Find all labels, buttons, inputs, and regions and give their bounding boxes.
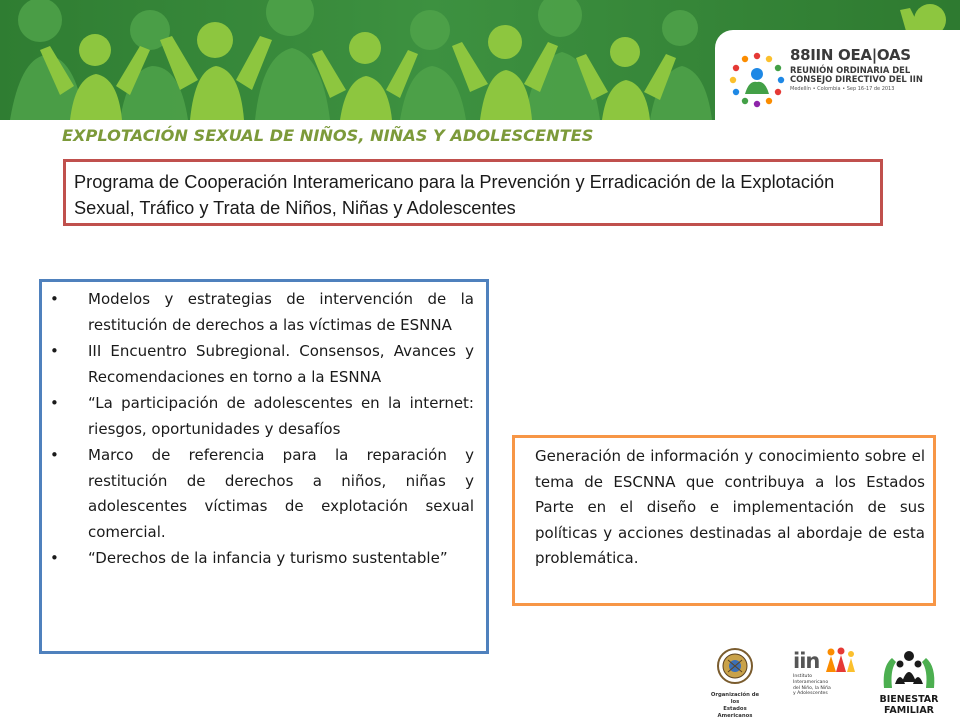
objective-text: Generación de información y conocimiento sobre el tema de ESCNNA que contribuya a los Estados Parte en el diseño e implementación de sus políticas y acciones destinadas al abordaje de esta problemática. [535, 447, 925, 567]
oas-seal-icon [706, 646, 764, 686]
event-number: 88 [790, 46, 811, 64]
publication-item: • Marco de referencia para la reparación y restitución de derechos a niños, niñas y adolescentes víctimas de explotación sexual comercial. [88, 443, 474, 545]
publication-item: • “Derechos de la infancia y turismo sustentable” [88, 546, 474, 572]
family-hands-icon [878, 648, 940, 690]
bienestar-familiar-logo [878, 648, 940, 716]
oas-caption-line-1: Organización de los [710, 692, 760, 705]
iin-logo [793, 650, 863, 697]
program-title: Programa de Cooperación Interamericano para la Prevención y Erradicación de la Explotación Sexual, Tráfico y Trata de Niños, Niñas y Adolescentes [74, 172, 835, 218]
page-title: EXPLOTACIÓN SEXUAL DE NIÑOS, NIÑAS Y ADOLESCENTES [62, 126, 594, 145]
iin-caption-line-1: Instituto [793, 674, 813, 679]
event-title-block [790, 48, 923, 92]
program-title-box [63, 159, 883, 226]
objective-box [512, 435, 936, 606]
event-line-1: REUNIÓN ORDINARIA DEL [790, 65, 911, 75]
iin-caption-line-3: del Niño, la Niña [793, 685, 831, 691]
publications-list [88, 287, 474, 572]
event-place: Medellín • Colombia • Sep 16-17 de 2013 [790, 85, 895, 92]
iin-ring-logo-icon [727, 50, 787, 110]
publications-box [39, 279, 489, 654]
publication-item: • Modelos y estrategias de intervención de la restitución de derechos a las víctimas de ESNNA [88, 287, 474, 338]
publication-item: • “La participación de adolescentes en la internet: riesgos, oportunidades y desafíos [88, 391, 474, 442]
event-line-2: CONSEJO DIRECTIVO DEL IIN [790, 74, 923, 85]
oas-logo [706, 646, 764, 720]
iin-wordmark: iin [793, 649, 820, 673]
header-banner [0, 0, 960, 120]
publication-item: • III Encuentro Subregional. Consensos, Avances y Recomendaciones en torno a la ESNNA [88, 339, 474, 390]
iin-caption-line-2: Interamericano [793, 679, 829, 685]
bf-caption-line-1: BIENESTAR [879, 694, 939, 705]
oas-caption-line-2: Estados Americanos [717, 706, 753, 719]
iin-caption-line-4: y Adolescentes [793, 691, 828, 697]
bf-caption-line-2: FAMILIAR [884, 704, 934, 716]
iin-figures-icon [823, 646, 857, 674]
event-org: IIN OEA|OAS [810, 46, 911, 64]
